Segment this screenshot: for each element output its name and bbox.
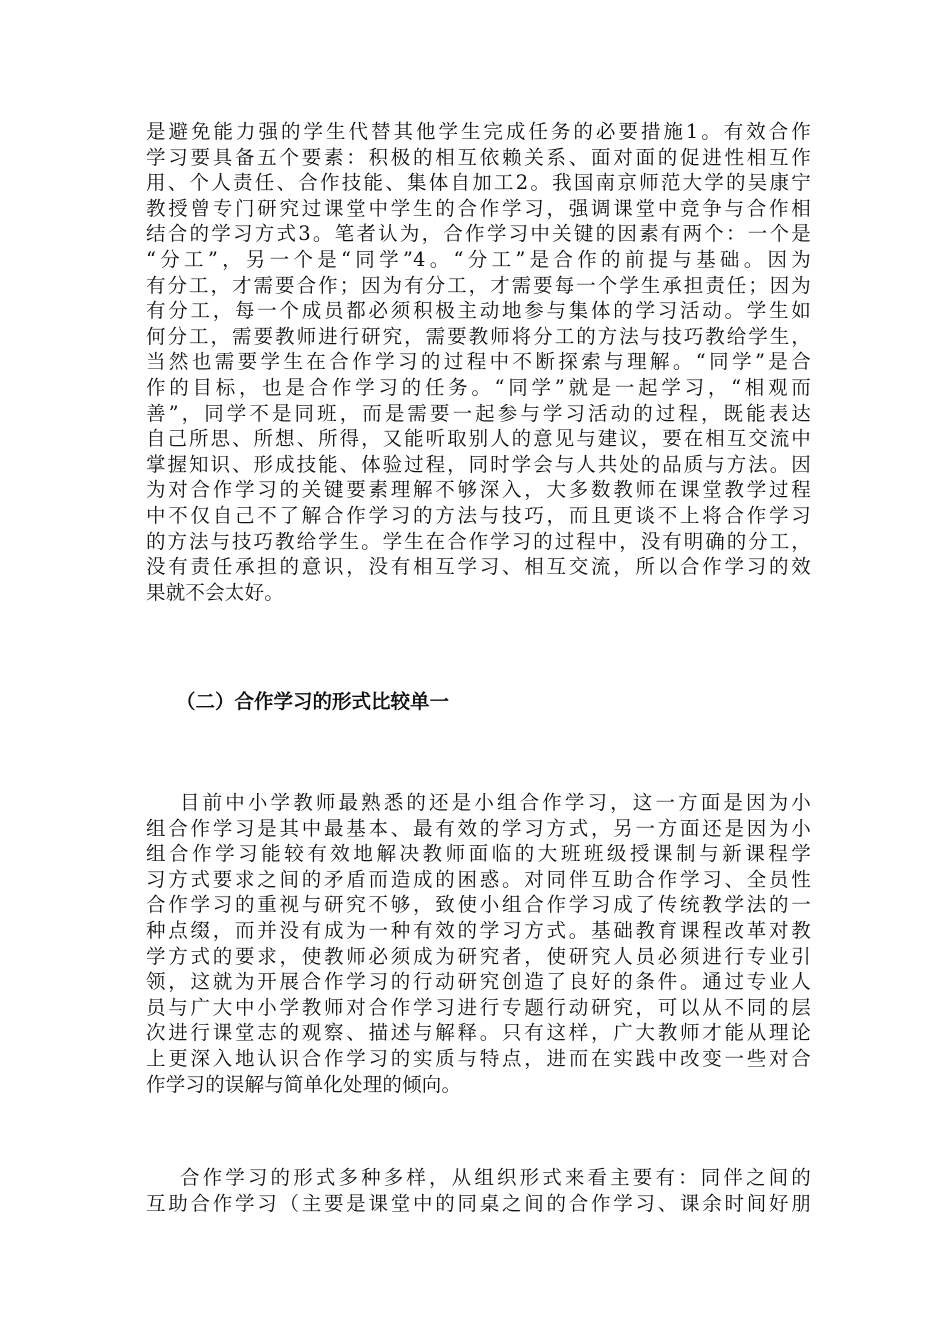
- text-line: 组合作学习能较有效地解决教师面临的大班班级授课制与新课程学: [146, 842, 811, 866]
- text-line: 员与广大中小学教师对合作学习进行专题行动研究，可以从不同的层: [146, 995, 811, 1019]
- text-line: 学方式的要求，使教师必须成为研究者，使研究人员必须进行专业引: [146, 944, 811, 968]
- text-line: 合作学习的重视与研究不够，致使小组合作学习成了传统教学法的一: [146, 893, 811, 917]
- text-line: 作学习的误解与简单化处理的倾向。: [146, 1072, 462, 1096]
- text-line: 结合的学习方式3。笔者认为，合作学习中关键的因素有两个：一个是: [146, 222, 811, 246]
- text-line: 种点缀，而并没有成为一种有效的学习方式。基础教育课程改革对教: [146, 918, 811, 942]
- text-line: 目前中小学教师最熟悉的还是小组合作学习，这一方面是因为小: [180, 791, 811, 814]
- text-line: 习方式要求之间的矛盾而造成的困惑。对同伴互助合作学习、全员性: [146, 867, 811, 891]
- text-line: 上更深入地认识合作学习的实质与特点，进而在实践中改变一些对合: [146, 1046, 811, 1070]
- text-line: “分工”，另一个是“同学”4。“分工”是合作的前提与基础。因为: [146, 247, 811, 271]
- text-line: 是避免能力强的学生代替其他学生完成任务的必要措施1。有效合作: [146, 120, 811, 143]
- text-line: 果就不会太好。: [146, 580, 284, 604]
- text-line: 次进行课堂志的观察、描述与解释。只有这样，广大教师才能从理论: [146, 1021, 811, 1045]
- text-line: 合作学习的形式多种多样，从组织形式来看主要有：同伴之间的: [180, 1166, 811, 1189]
- text-line: 组合作学习是其中最基本、最有效的学习方式，另一方面还是因为小: [146, 816, 811, 840]
- text-line: 互助合作学习（主要是课堂中的同桌之间的合作学习、课余时间好朋: [146, 1191, 811, 1215]
- text-line: 为对合作学习的关键要素理解不够深入，大多数教师在课堂教学过程: [146, 478, 811, 502]
- text-line: 善”，同学不是同班，而是需要一起参与学习活动的过程，既能表达: [146, 401, 811, 425]
- section-heading: （二）合作学习的形式比较单一: [176, 690, 450, 713]
- text-line: 的方法与技巧教给学生。学生在合作学习的过程中，没有明确的分工，: [146, 529, 811, 553]
- body-paragraph-1: [146, 119, 811, 605]
- text-line: 学习要具备五个要素：积极的相互依赖关系、面对面的促进性相互作: [146, 145, 811, 169]
- text-line: 用、个人责任、合作技能、集体自加工2。我国南京师范大学的吴康宁: [146, 171, 811, 195]
- text-line: 当然也需要学生在合作学习的过程中不断探索与理解。“同学”是合: [146, 350, 811, 374]
- body-paragraph-2: [146, 790, 811, 1097]
- text-line: 作的目标，也是合作学习的任务。“同学”就是一起学习，“相观而: [146, 375, 811, 399]
- text-line: 教授曾专门研究过课堂中学生的合作学习，强调课堂中竞争与合作相: [146, 196, 811, 220]
- text-line: 有分工，才需要合作；因为有分工，才需要每一个学生承担责任；因为: [146, 273, 811, 297]
- text-line: 领，这就为开展合作学习的行动研究创造了良好的条件。通过专业人: [146, 970, 811, 994]
- body-paragraph-3: [146, 1165, 811, 1216]
- text-line: 自己所思、所想、所得，又能听取别人的意见与建议，要在相互交流中: [146, 427, 811, 451]
- text-line: 没有责任承担的意识，没有相互学习、相互交流，所以合作学习的效: [146, 555, 811, 579]
- text-line: 有分工，每一个成员都必须积极主动地参与集体的学习活动。学生如: [146, 299, 811, 323]
- text-line: 何分工，需要教师进行研究，需要教师将分工的方法与技巧教给学生，: [146, 324, 811, 348]
- text-line: 掌握知识、形成技能、体验过程，同时学会与人共处的品质与方法。因: [146, 452, 811, 476]
- text-line: 中不仅自己不了解合作学习的方法与技巧，而且更谈不上将合作学习: [146, 503, 811, 527]
